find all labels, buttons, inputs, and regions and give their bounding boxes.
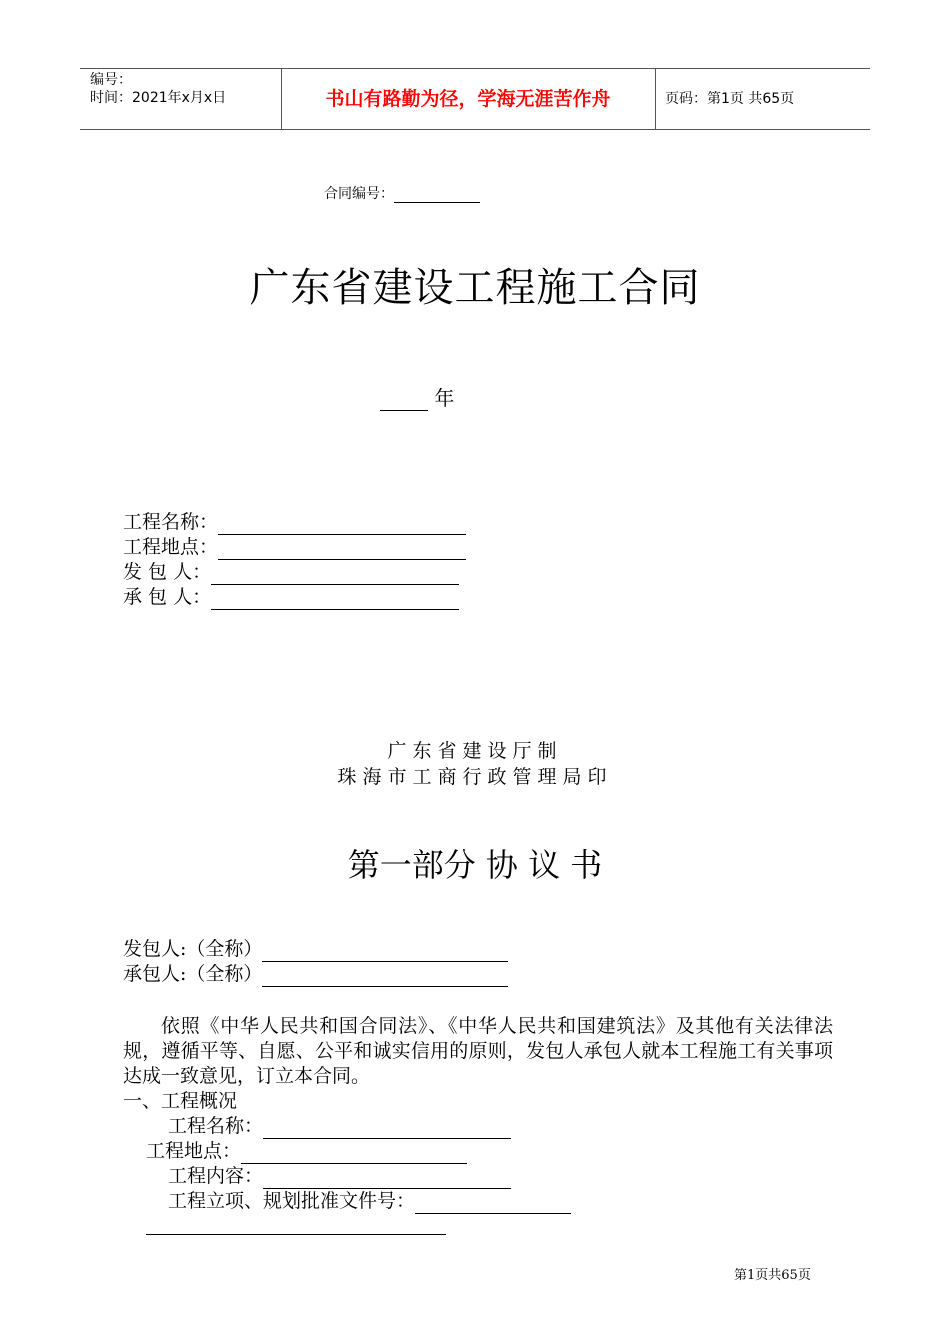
- header-divider-right: [655, 69, 656, 129]
- year-blank: [380, 388, 428, 411]
- agreement-party-b: [123, 962, 508, 987]
- item-label: 工程立项、规划批准文件号：: [168, 1190, 416, 1212]
- item-blank: [263, 1166, 511, 1189]
- part-one-title: 第一部分 协 议 书: [347, 846, 603, 884]
- field-label: 承 包 人：: [123, 586, 212, 608]
- cover-field-project-name: [123, 510, 466, 535]
- field-label: 工程地点：: [123, 536, 219, 558]
- party-a-label: 发包人:（全称）: [123, 938, 263, 960]
- header-number-label: 编号：: [90, 72, 132, 88]
- item-label: 工程地点：: [146, 1140, 242, 1162]
- item-label: 工程名称：: [168, 1115, 264, 1137]
- field-blank: [211, 587, 459, 610]
- section-one-heading: 一、工程概况: [123, 1090, 238, 1112]
- item-label: 工程内容：: [168, 1165, 264, 1187]
- section-item-project-content: [168, 1164, 511, 1189]
- field-blank: [211, 562, 459, 585]
- field-label: 发 包 人：: [123, 561, 212, 583]
- cover-field-contractor: [123, 585, 459, 610]
- footer-page-number: 第1页共65页: [734, 1268, 811, 1283]
- contract-number-blank: [394, 186, 480, 203]
- party-a-blank: [262, 939, 508, 962]
- header-time-label: 时间：2021年x月x日: [90, 90, 227, 106]
- field-blank: [218, 537, 466, 560]
- party-b-blank: [262, 964, 508, 987]
- cover-field-employer: [123, 560, 459, 585]
- year-suffix: 年: [434, 386, 455, 410]
- header-meta: [90, 71, 226, 107]
- issuer-line-2: 珠海市工商行政管理局印: [337, 766, 613, 788]
- section-item-project-name: [168, 1114, 511, 1139]
- header-page-info: 页码：第1页 共65页: [665, 91, 795, 107]
- approval-continuation-blank: [146, 1234, 446, 1235]
- agreement-party-a: [123, 937, 508, 962]
- page-header: [80, 68, 870, 130]
- cover-field-project-location: [123, 535, 466, 560]
- contract-number-label: 合同编号：: [324, 186, 394, 202]
- contract-number-line: [324, 183, 480, 203]
- agreement-intro: 依照《中华人民共和国合同法》、《中华人民共和国建筑法》及其他有关法律法规，遵循平等、自愿、公平和诚实信用的原则，发包人承包人就本工程施工有关事项达成一致意见，订立本合同。: [123, 1015, 833, 1087]
- contract-title: 广东省建设工程施工合同: [249, 265, 701, 311]
- header-motto: 书山有路勤为径，学海无涯苦作舟: [325, 88, 611, 110]
- item-blank: [415, 1191, 571, 1214]
- issuer-line-1: 广东省建设厅制: [387, 740, 563, 762]
- field-blank: [218, 512, 466, 535]
- section-item-approval-number: [168, 1189, 571, 1214]
- section-item-project-location: [146, 1139, 467, 1164]
- item-blank: [241, 1141, 467, 1164]
- field-label: 工程名称：: [123, 511, 219, 533]
- item-blank: [263, 1116, 511, 1139]
- year-line: [380, 382, 454, 411]
- party-b-label: 承包人:（全称）: [123, 963, 263, 985]
